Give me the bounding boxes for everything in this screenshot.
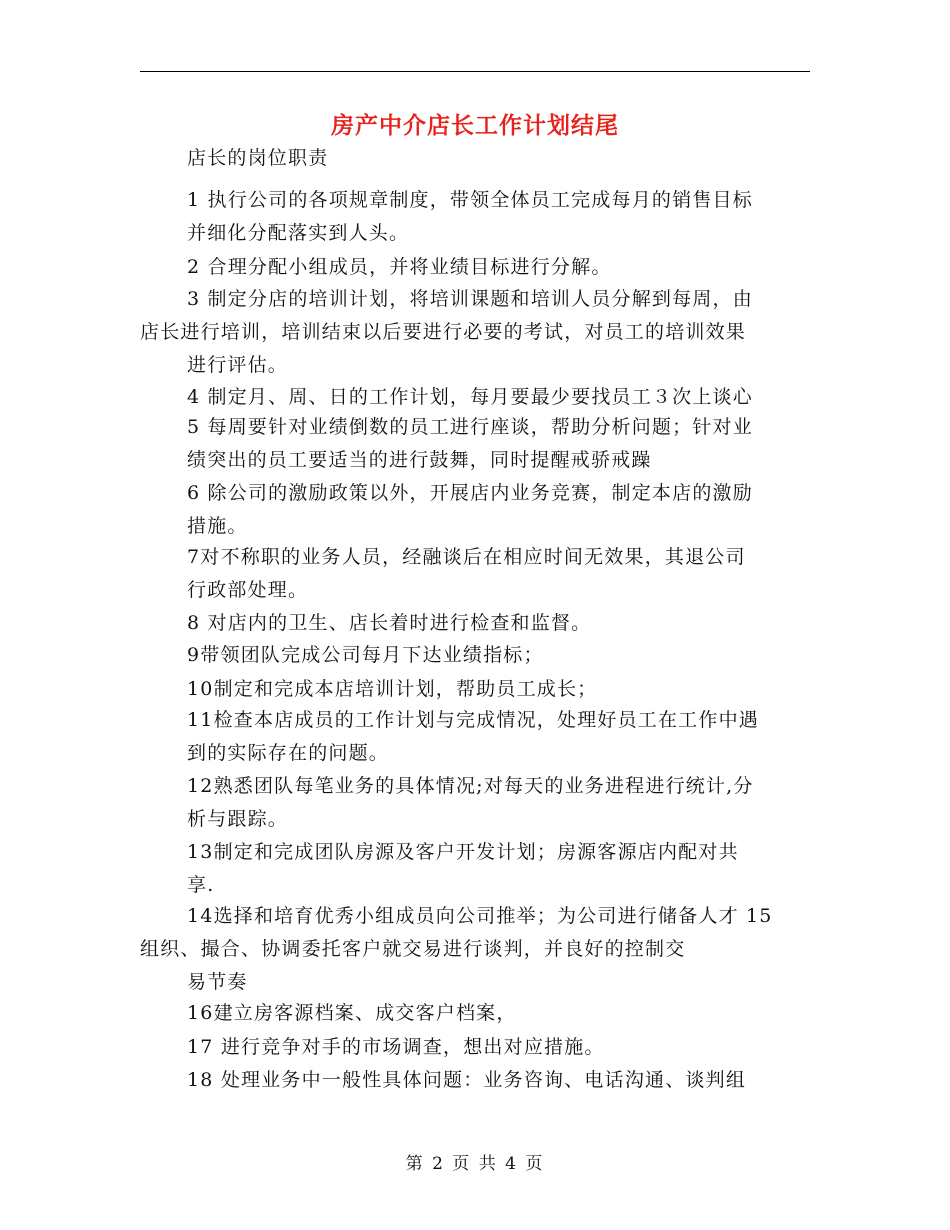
text-line: 组织、撮合、协调委托客户就交易进行谈判，并良好的控制交	[140, 938, 686, 960]
text-line: 并细化分配落实到人头。	[187, 222, 410, 244]
text-line: 进行评估。	[187, 354, 289, 376]
duty-item-18	[140, 1064, 812, 1097]
text-line: 3 制定分店的培训计划，将培训课题和培训人员分解到每周，由	[187, 288, 753, 310]
page-title: 房产中介店长工作计划结尾	[331, 112, 619, 139]
header-rule	[140, 71, 810, 72]
text-line: 12熟悉团队每笔业务的具体情况;对每天的业务进程进行统计,分	[187, 775, 754, 797]
text-line: 14选择和培育优秀小组成员向公司推举；为公司进行储备人才 15	[187, 905, 773, 927]
page-number-footer: 第 2 页 共 4 页	[405, 1154, 545, 1174]
text-line: 2 合理分配小组成员，并将业绩目标进行分解。	[187, 256, 612, 278]
text-line: 易节奏	[187, 971, 248, 993]
text-line: 1 执行公司的各项规章制度，带领全体员工完成每月的销售目标	[187, 189, 753, 211]
text-line: 享.	[187, 874, 215, 896]
duty-item-4	[140, 381, 812, 414]
text-line: 店长进行培训，培训结束以后要进行必要的考试，对员工的培训效果	[140, 321, 747, 343]
text-line: 行政部处理。	[187, 579, 309, 601]
duty-item-16	[140, 997, 812, 1030]
duty-item-13	[140, 836, 812, 902]
duty-item-14-15	[140, 900, 812, 999]
section-heading	[140, 142, 812, 175]
text-line: 8 对店内的卫生、店长着时进行检查和监督。	[187, 612, 592, 634]
duty-item-10	[140, 673, 812, 706]
duty-item-12	[140, 770, 812, 836]
text-line: 5 每周要针对业绩倒数的员工进行座谈，帮助分析问题；针对业	[187, 416, 753, 438]
text-line: 17 进行竞争对手的市场调查，想出对应措施。	[187, 1036, 605, 1058]
text-line: 绩突出的员工要适当的进行鼓舞，同时提醒戒骄戒躁	[187, 449, 652, 471]
text-line: 18 处理业务中一般性具体问题：业务咨询、电话沟通、谈判组	[187, 1069, 747, 1091]
duty-item-3	[140, 283, 812, 382]
duty-item-17	[140, 1031, 812, 1064]
duty-item-8	[140, 607, 812, 640]
text-line: 店长的岗位职责	[187, 147, 329, 169]
text-line: 13制定和完成团队房源及客户开发计划；房源客源店内配对共	[187, 841, 739, 863]
text-line: 6 除公司的激励政策以外，开展店内业务竞赛，制定本店的激励	[187, 482, 753, 504]
text-line: 16建立房客源档案、成交客户档案，	[187, 1002, 517, 1024]
text-line: 4 制定月、周、日的工作计划，每月要最少要找员工３次上谈心	[187, 386, 753, 408]
text-line: 析与跟踪。	[187, 808, 289, 830]
duty-item-1	[140, 184, 812, 250]
text-line: 10制定和完成本店培训计划，帮助员工成长；	[187, 678, 598, 700]
duty-item-2	[140, 251, 812, 284]
duty-item-9	[140, 639, 812, 672]
text-line: 到的实际存在的问题。	[187, 742, 390, 764]
text-line: 7对不称职的业务人员，经融谈后在相应时间无效果，其退公司	[187, 546, 746, 568]
duty-item-6	[140, 477, 812, 543]
duty-item-5	[140, 411, 812, 477]
duty-item-7	[140, 541, 812, 607]
text-line: 11检查本店成员的工作计划与完成情况，处理好员工在工作中遇	[187, 709, 759, 731]
duty-item-11	[140, 704, 812, 770]
text-line: 措施。	[187, 515, 248, 537]
text-line: 9带领团队完成公司每月下达业绩指标；	[187, 644, 544, 666]
